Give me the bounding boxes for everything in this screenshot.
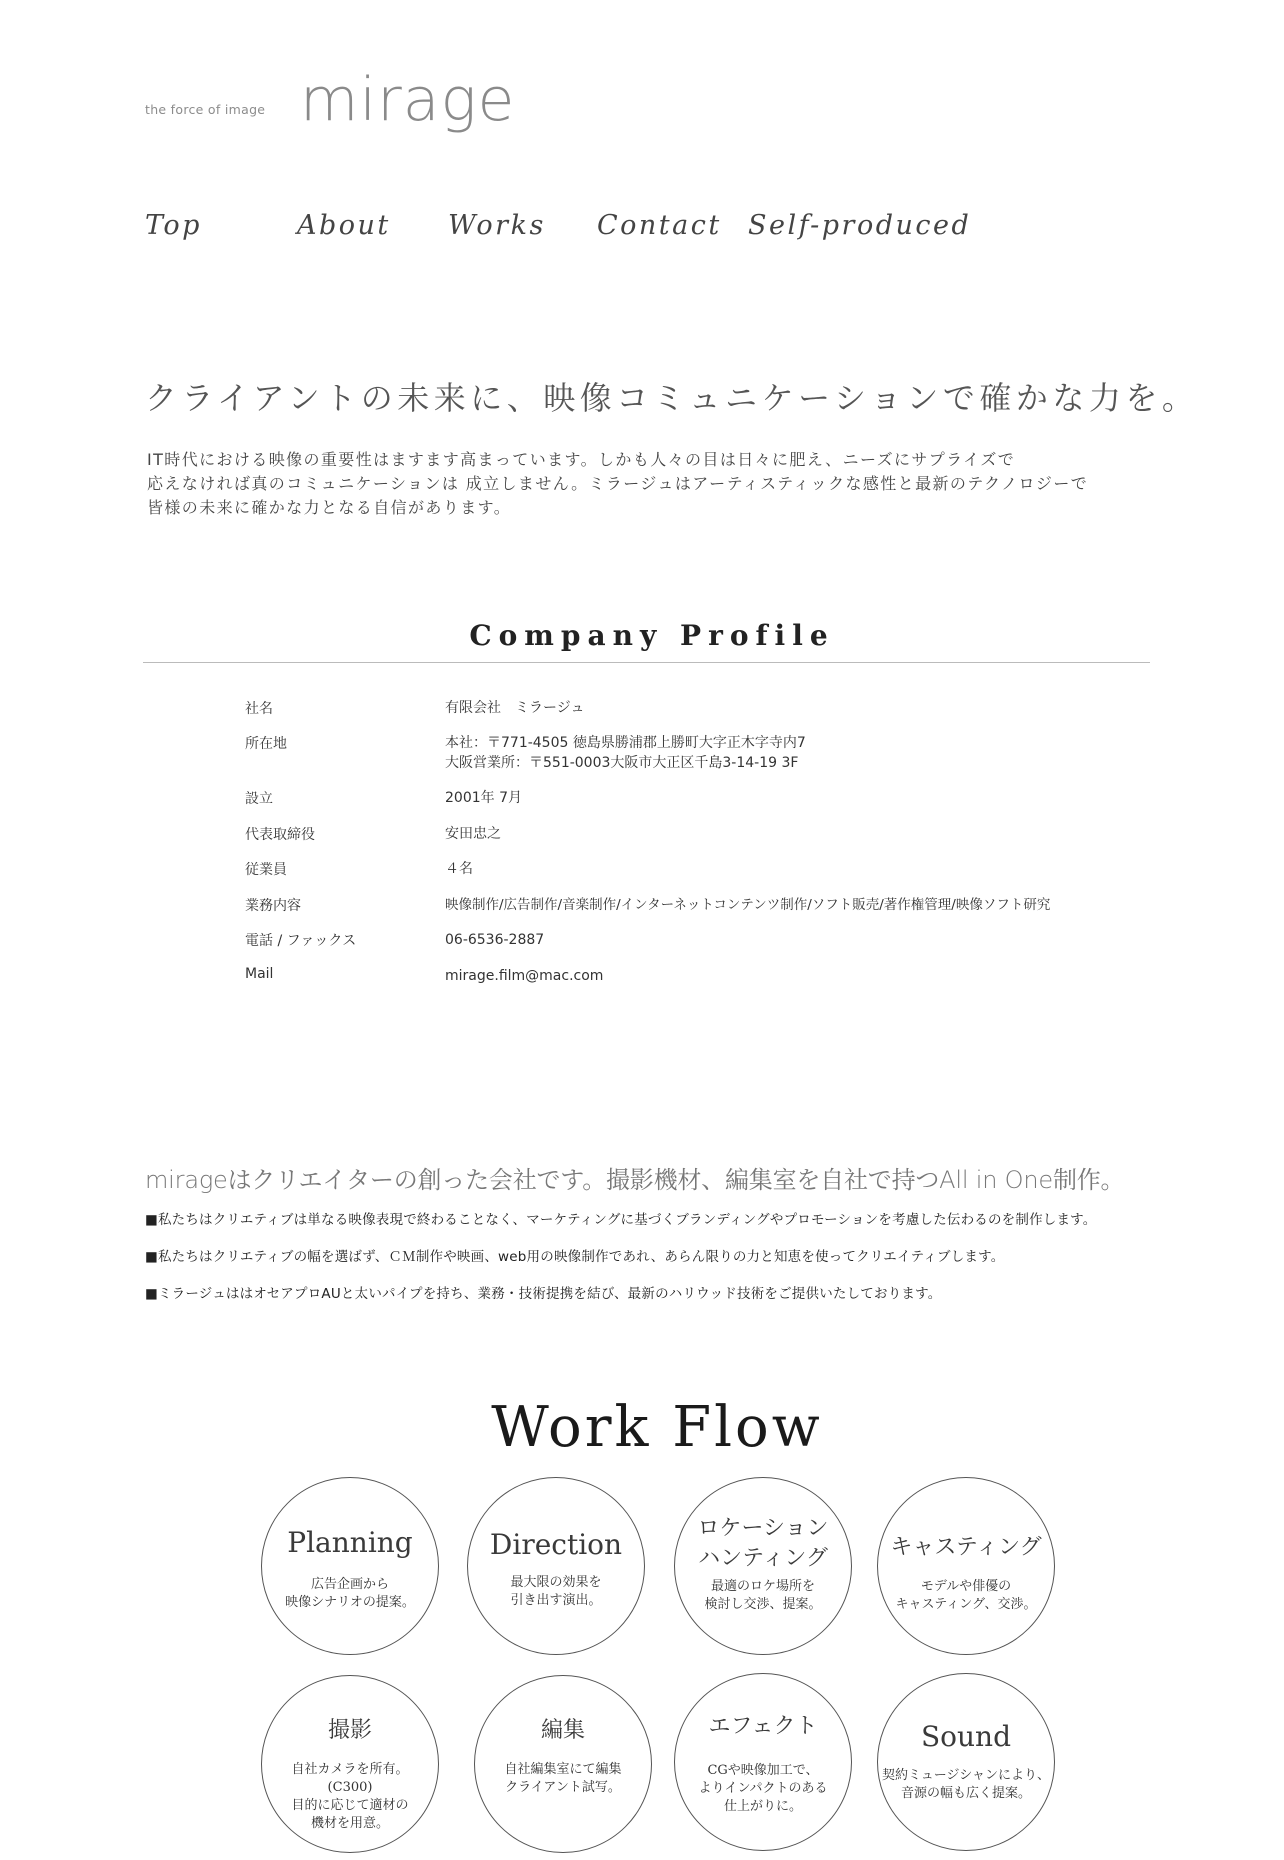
- workflow-casting: [877, 1477, 1055, 1655]
- nav-self-produced[interactable]: Self-produced: [748, 210, 972, 241]
- workflow-item-title: Sound: [920, 1720, 1012, 1753]
- profile-value: [445, 930, 544, 950]
- about-bullet: ■私たちはクリエティブは単なる映像表現で終わることなく、マーケティングに基づくブランディングやプロモーションを考慮した伝わるのを制作します。: [145, 1212, 1097, 1228]
- workflow-item-desc: モデルや俳優の キャスティング、交渉。: [895, 1579, 1037, 1612]
- profile-value-line: 大阪営業所：〒551-0003大阪市大正区千島3-14-19 3F: [445, 755, 799, 771]
- profile-value-line: 2001年 7月: [445, 790, 522, 806]
- profile-value-line: 本社：〒771-4505 徳島県勝浦郡上勝町大字正木字寺内7: [445, 735, 806, 751]
- workflow-item-title: Planning: [287, 1526, 413, 1559]
- site-tagline: the force of image: [145, 102, 266, 117]
- intro-line: 応えなければ真のコミュニケーションは 成立しません。ミラージュはアーティスティックな感性と最新のテクノロジーで: [147, 474, 1089, 493]
- profile-value-line: 安田忠之: [445, 826, 501, 842]
- profile-label: 設立: [245, 791, 273, 807]
- profile-label: 社名: [245, 701, 273, 717]
- profile-value-line: 06-6536-2887: [445, 932, 545, 948]
- profile-label: 所在地: [245, 736, 287, 752]
- workflow-location-hunting: [674, 1477, 852, 1655]
- profile-value: [445, 788, 522, 808]
- workflow-item-desc: 自社編集室にて編集 クライアント試写。: [504, 1762, 622, 1795]
- profile-label: Mail: [245, 966, 274, 982]
- profile-value: [445, 698, 584, 718]
- workflow-planning: [261, 1477, 439, 1655]
- workflow-item-desc: 最大限の効果を 引き出す演出。: [510, 1575, 602, 1608]
- mail-link[interactable]: mirage.film@mac.com: [445, 968, 604, 984]
- profile-value: [445, 824, 501, 844]
- about-bullet: ■ミラージュははオセアプロAUと太いパイプを持ち、業務・技術提携を結び、最新のハリウッド技術をご提供いたしております。: [145, 1286, 942, 1302]
- workflow-direction: [467, 1477, 645, 1655]
- workflow-item-title: ロケーション ハンティング: [697, 1516, 829, 1571]
- profile-label: 電話 / ファックス: [245, 933, 357, 949]
- workflow-item-title: エフェクト: [708, 1714, 818, 1739]
- profile-value-line: 有限会社 ミラージュ: [445, 700, 585, 716]
- profile-divider: [143, 662, 1150, 663]
- nav-contact[interactable]: Contact: [597, 210, 722, 241]
- workflow-item-title: 撮影: [327, 1718, 372, 1743]
- workflow-item-desc: 自社カメラを所有。 (C300) 目的に応じて適材の 機材を用意。: [291, 1762, 409, 1831]
- intro-text: [147, 448, 1147, 520]
- workflow-editing: [474, 1675, 652, 1853]
- workflow-effects: [674, 1673, 852, 1851]
- workflow-item-desc: 広告企画から 映像シナリオの提案。: [285, 1577, 415, 1610]
- nav-works[interactable]: Works: [448, 210, 546, 241]
- workflow-shooting: [261, 1675, 439, 1853]
- profile-label: 業務内容: [245, 898, 301, 914]
- workflow-item-title: Direction: [489, 1528, 623, 1561]
- profile-label: 代表取締役: [245, 827, 315, 843]
- workflow-item-desc: CGや映像加工で、 よりインパクトのある 仕上がりに。: [698, 1763, 828, 1814]
- intro-line: IT時代における映像の重要性はますます高まっています。しかも人々の目は日々に肥え、ニーズにサプライズで: [147, 450, 1016, 469]
- intro-headline: クライアントの未来に、映像コミュニケーションで確かな力を。: [145, 379, 1199, 417]
- site-logo[interactable]: mirage: [300, 65, 516, 135]
- about-headline: mirageはクリエイターの創った会社です。撮影機材、編集室を自社で持つAll in One制作。: [145, 1166, 1125, 1194]
- workflow-title: Work Flow: [491, 1395, 823, 1460]
- profile-value: [445, 859, 473, 879]
- workflow-item-desc: 最適のロケ場所を 検討し交渉、提案。: [704, 1579, 822, 1612]
- workflow-item-title: キャスティング: [890, 1535, 1042, 1560]
- profile-value-line: 映像制作/広告制作/音楽制作/インターネットコンテンツ制作/ソフト販売/著作権管理/映像ソフト研究: [445, 897, 1051, 913]
- nav-about[interactable]: About: [297, 210, 391, 241]
- nav-top[interactable]: Top: [145, 210, 202, 241]
- workflow-item-desc: 契約ミュージシャンにより、 音源の幅も広く提案。: [882, 1768, 1050, 1801]
- profile-value: [445, 895, 1050, 915]
- intro-line: 皆様の未来に確かな力となる自信があります。: [147, 498, 512, 517]
- profile-value: [445, 966, 603, 986]
- profile-value-line: ４名: [445, 861, 473, 877]
- profile-title: Company Profile: [469, 619, 835, 652]
- about-bullet: ■私たちはクリエティブの幅を選ばず、ＣＭ制作や映画、web用の映像制作であれ、あらん限りの力と知恵を使ってクリエイティブします。: [145, 1249, 1005, 1265]
- profile-value: [445, 733, 806, 773]
- workflow-sound: [877, 1673, 1055, 1851]
- workflow-item-title: 編集: [540, 1718, 585, 1743]
- profile-label: 従業員: [245, 862, 287, 878]
